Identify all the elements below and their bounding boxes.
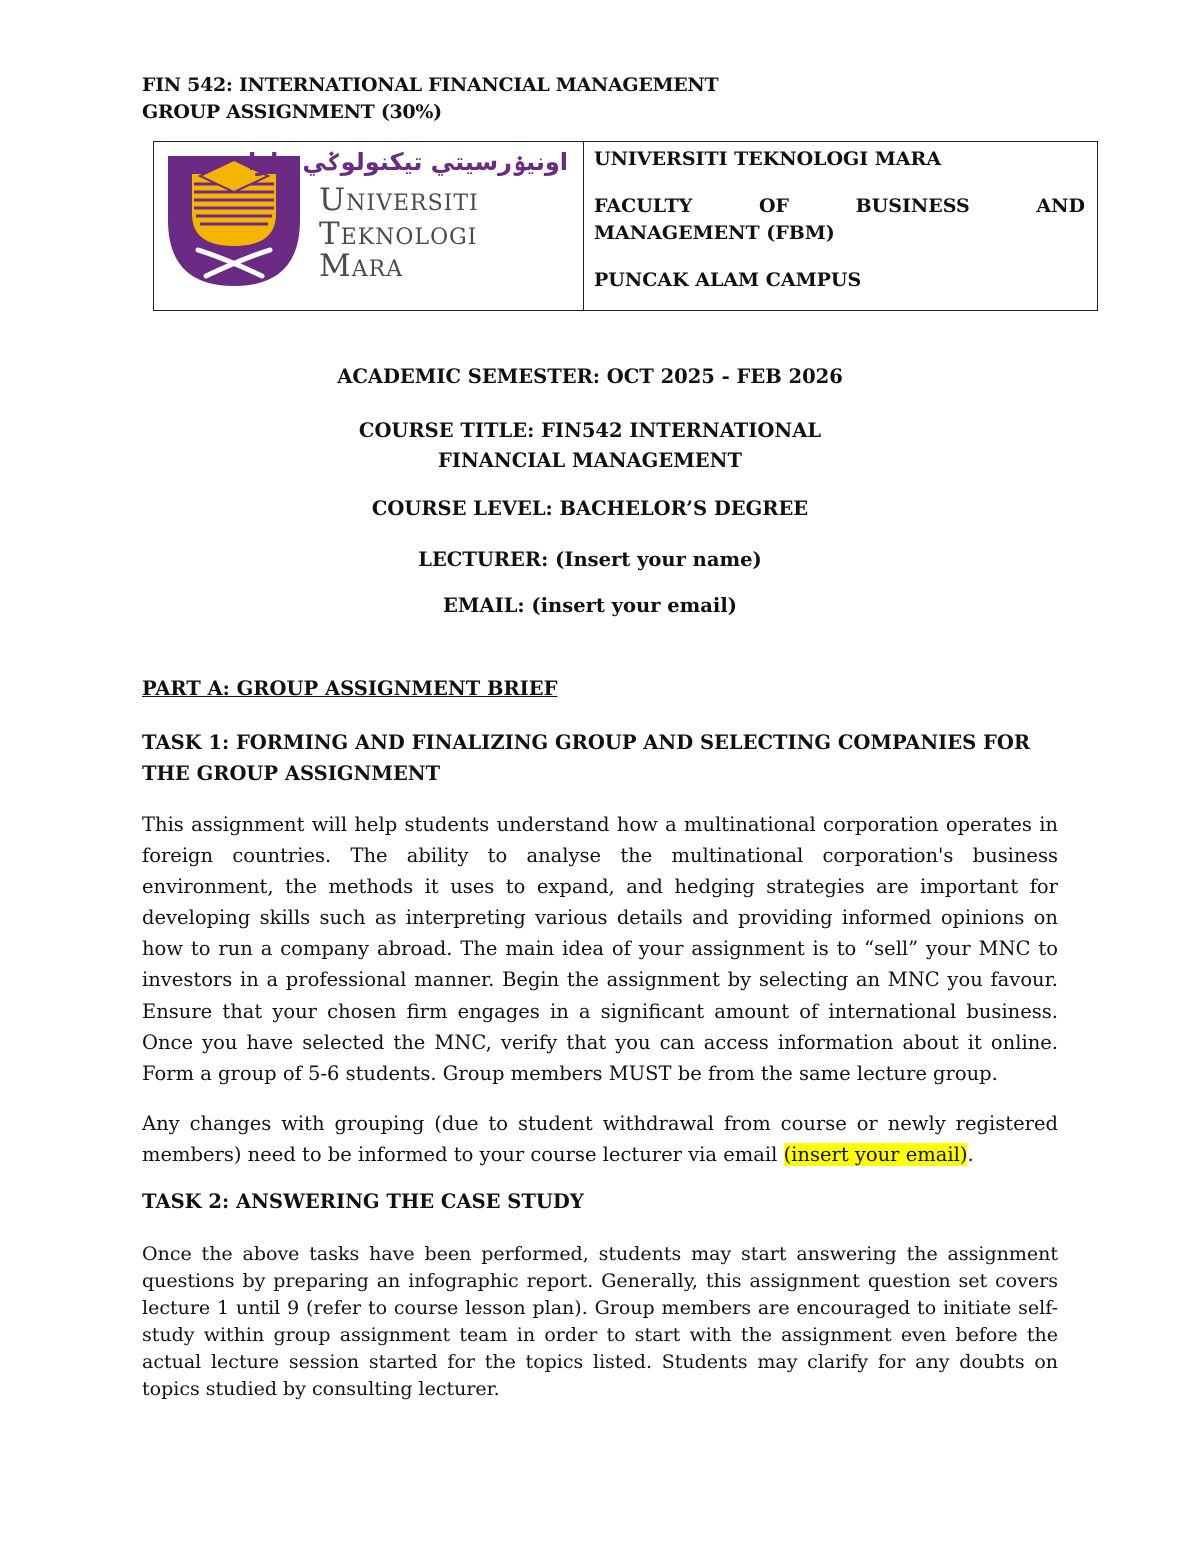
logo-cell xyxy=(154,142,584,310)
faculty-line2: MANAGEMENT (FBM) xyxy=(594,222,835,244)
faculty-word: OF xyxy=(758,195,789,217)
logo-wordmark-mara: Mara xyxy=(319,248,404,284)
lecturer-email: EMAIL: (insert your email) xyxy=(443,594,737,617)
course-title-line1: COURSE TITLE: FIN542 INTERNATIONAL xyxy=(358,419,822,442)
lecturer-name: LECTURER: (Insert your name) xyxy=(418,548,762,571)
logo-wordmark-teknologi: Teknologi xyxy=(319,216,478,252)
course-header-line1: FIN 542: INTERNATIONAL FINANCIAL MANAGEMENT xyxy=(142,74,719,96)
logo-arabic-script: اونيۏرسيتي تيکنولوݢي مارا xyxy=(248,148,568,176)
highlighted-email-placeholder: (insert your email) xyxy=(783,1143,968,1166)
university-name: UNIVERSITI TEKNOLOGI MARA xyxy=(594,148,942,170)
course-title-line2: FINANCIAL MANAGEMENT xyxy=(438,449,742,472)
academic-semester: ACADEMIC SEMESTER: OCT 2025 - FEB 2026 xyxy=(337,365,843,388)
institution-info-cell xyxy=(584,142,1097,310)
task2-heading: TASK 2: ANSWERING THE CASE STUDY xyxy=(142,1190,584,1213)
campus-name: PUNCAK ALAM CAMPUS xyxy=(594,269,862,291)
faculty-word: FACULTY xyxy=(594,195,693,217)
task1-paragraph-2-end: . xyxy=(967,1143,974,1166)
course-level: COURSE LEVEL: BACHELOR’S DEGREE xyxy=(371,497,809,520)
task1-paragraph-1: This assignment will help students understand how a multinational corporation operates in foreign countries. The ability to analyse the multinational corporation's business environment, the methods it uses to expand, and hedging strategies are important for developing skills such as interpreting various details and providing informed opinions on how to run a company abroad. The main idea of your assignment is to “sell” your MNC to investors in a professional manner. Begin the assignment by selecting an MNC you favour. Ensure that your chosen firm engages in a significant amount of international business. Once you have selected the MNC, verify that you can access information about it online. Form a group of 5-6 students. Group members MUST be from the same lecture group. xyxy=(142,813,1058,1085)
faculty-word: AND xyxy=(1036,195,1085,217)
task2-paragraph: Once the above tasks have been performed, students may start answering the assignment questions by preparing an infographic report. Generally, this assignment question set covers lecture 1 until 9 (refer to course lesson plan). Group members are encouraged to initiate self-study within group assignment team in order to start with the assignment even before the actual lecture session started for the topics listed. Students may clarify for any doubts on topics studied by consulting lecturer. xyxy=(142,1243,1058,1400)
task1-paragraph-2-text: Any changes with grouping (due to student withdrawal from course or newly registered members) need to be informed to your course lecturer via email xyxy=(142,1112,1058,1166)
task1-paragraph-2 xyxy=(142,1108,1058,1170)
course-header-line2: GROUP ASSIGNMENT (30%) xyxy=(142,101,442,123)
institution-header-table xyxy=(153,141,1098,311)
faculty-line1 xyxy=(594,193,1085,220)
logo-wordmark-universiti: Universiti xyxy=(319,182,479,218)
faculty-word: BUSINESS xyxy=(855,195,970,217)
course-title xyxy=(0,416,1180,476)
part-a-heading: PART A: GROUP ASSIGNMENT BRIEF xyxy=(142,677,558,700)
task1-heading: TASK 1: FORMING AND FINALIZING GROUP AND SELECTING COMPANIES FOR THE GROUP ASSIGNMENT xyxy=(142,731,1031,785)
